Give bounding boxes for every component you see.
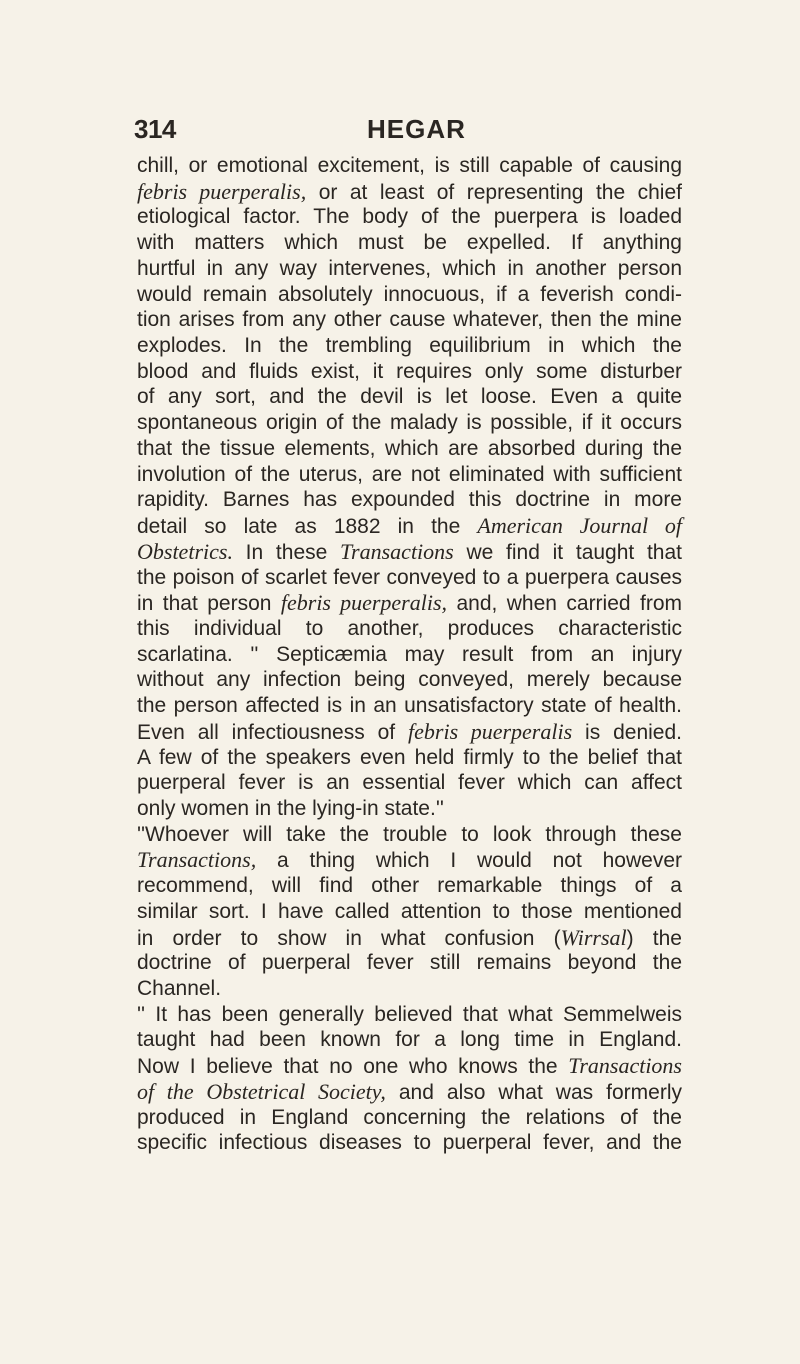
text-line [137,513,682,539]
text-line [137,307,682,333]
text-line [137,1105,682,1131]
text-line [137,1053,682,1079]
text-run: '' It has been generally believed that what Semmelweis [137,1002,682,1026]
text-line [137,976,682,1002]
text-line [137,384,682,410]
text-run: in that person [137,592,281,616]
italic-text: Transactions [568,1053,682,1079]
text-run: spontaneous origin of the malady is possible, if it occurs [137,411,682,435]
text-run: taught had been known for a long time in England. [137,1028,682,1052]
text-run: chill, or emotional excitement, is still capable of causing [137,154,682,177]
text-line [137,925,682,951]
italic-text: American Journal of [477,513,682,539]
text-run: scarlatina. '' Septicæmia may result from an injury [137,642,682,666]
italic-text: of the Obstetrical Society, [137,1078,386,1104]
text-run: ''Whoever will take the trouble to look through these [137,822,682,846]
text-line [137,1079,682,1105]
text-run: puerperal fever is an essential fever which can affect [137,771,682,795]
text-line [137,1130,682,1156]
text-run: rapidity. Barnes has expounded this doctrine in more [137,488,682,512]
text-run: Channel. [137,977,222,1000]
text-run: Even all infectiousness of [137,720,409,744]
text-run: explodes. In the trembling equilibrium in which the [137,334,682,358]
text-run: in order to show in what confusion ( [137,926,561,950]
text-line [137,359,682,385]
italic-text: Transactions, [137,847,257,873]
text-run: with matters which must be expelled. If anything [137,231,682,255]
text-line [137,462,682,488]
text-line [137,539,682,565]
italic-text: febris puerperalis, [280,590,448,616]
text-line [137,282,682,308]
text-run: and also what was formerly [385,1080,682,1104]
text-run: a thing which I would not however [256,849,682,873]
text-line [137,616,682,642]
text-run: doctrine of puerperal fever still remains beyond the [137,951,682,975]
text-line [137,256,682,282]
text-run: hurtful in any way intervenes, which in another person [137,256,682,280]
text-line [137,204,682,230]
text-line [137,487,682,513]
italic-text: Transactions [340,538,454,564]
italic-text: Obstetrics. [137,538,233,564]
text-run: involution of the uterus, are not eliminated with sufficient [137,462,682,486]
text-run: recommend, will find other remarkable things of a [137,874,682,898]
text-line [137,179,682,205]
text-line [137,1002,682,1028]
page-number: 314 [134,114,176,144]
text-line [137,745,682,771]
text-run: similar sort. I have called attention to those mentioned [137,899,682,923]
text-line [137,822,682,848]
text-line [137,693,682,719]
text-run: ) the [626,926,682,950]
text-line [137,333,682,359]
text-run: without any infection being conveyed, merely because [137,668,682,692]
text-run: the person affected is in an unsatisfactory state of health. [137,694,682,718]
text-run: this individual to another, produces characteristic [137,616,682,640]
text-run: we find it taught that [453,540,682,564]
text-line [137,847,682,873]
italic-text: febris puerperalis, [137,178,307,204]
text-line [137,565,682,591]
text-run: In these [232,540,341,564]
body-text [137,153,682,1156]
text-run: specific infectious diseases to puerperal fever, and the [137,1131,682,1155]
text-line [137,950,682,976]
text-line [137,873,682,899]
text-line [137,1027,682,1053]
text-line [137,770,682,796]
text-line [137,230,682,256]
italic-text: Wirrsal [560,924,627,950]
text-run: that the tissue elements, which are absorbed during the [137,436,682,460]
text-run: would remain absolutely innocuous, if a feverish condi- [137,282,682,306]
italic-text: febris puerperalis [408,718,573,744]
text-line [137,899,682,925]
page-header [0,110,800,144]
text-run: and, when carried from [447,592,683,616]
text-line [137,436,682,462]
text-run: blood and fluids exist, it requires only some disturber [137,359,682,383]
running-head: HEGAR [367,114,466,144]
text-line [137,590,682,616]
text-run: etiological factor. The body of the puerpera is loaded [137,205,682,229]
text-run: the poison of scarlet fever conveyed to a puerpera causes [137,565,682,589]
text-run: or at least of representing the chief [306,180,682,204]
text-line [137,153,682,179]
text-run: produced in England concerning the relations of the [137,1105,682,1129]
text-run: of any sort, and the devil is let loose. Even a quite [137,385,682,409]
text-line [137,719,682,745]
text-run: tion arises from any other cause whatever, then the mine [137,308,682,332]
text-line [137,667,682,693]
text-run: A few of the speakers even held firmly to the belief that [137,745,682,769]
text-line [137,642,682,668]
text-run: Now I believe that no one who knows the [137,1055,569,1079]
text-run: only women in the lying-in state.'' [137,796,444,820]
text-run: is denied. [572,720,682,744]
text-line [137,796,682,822]
text-line [137,410,682,436]
text-run: detail so late as 1882 in the [137,515,478,539]
